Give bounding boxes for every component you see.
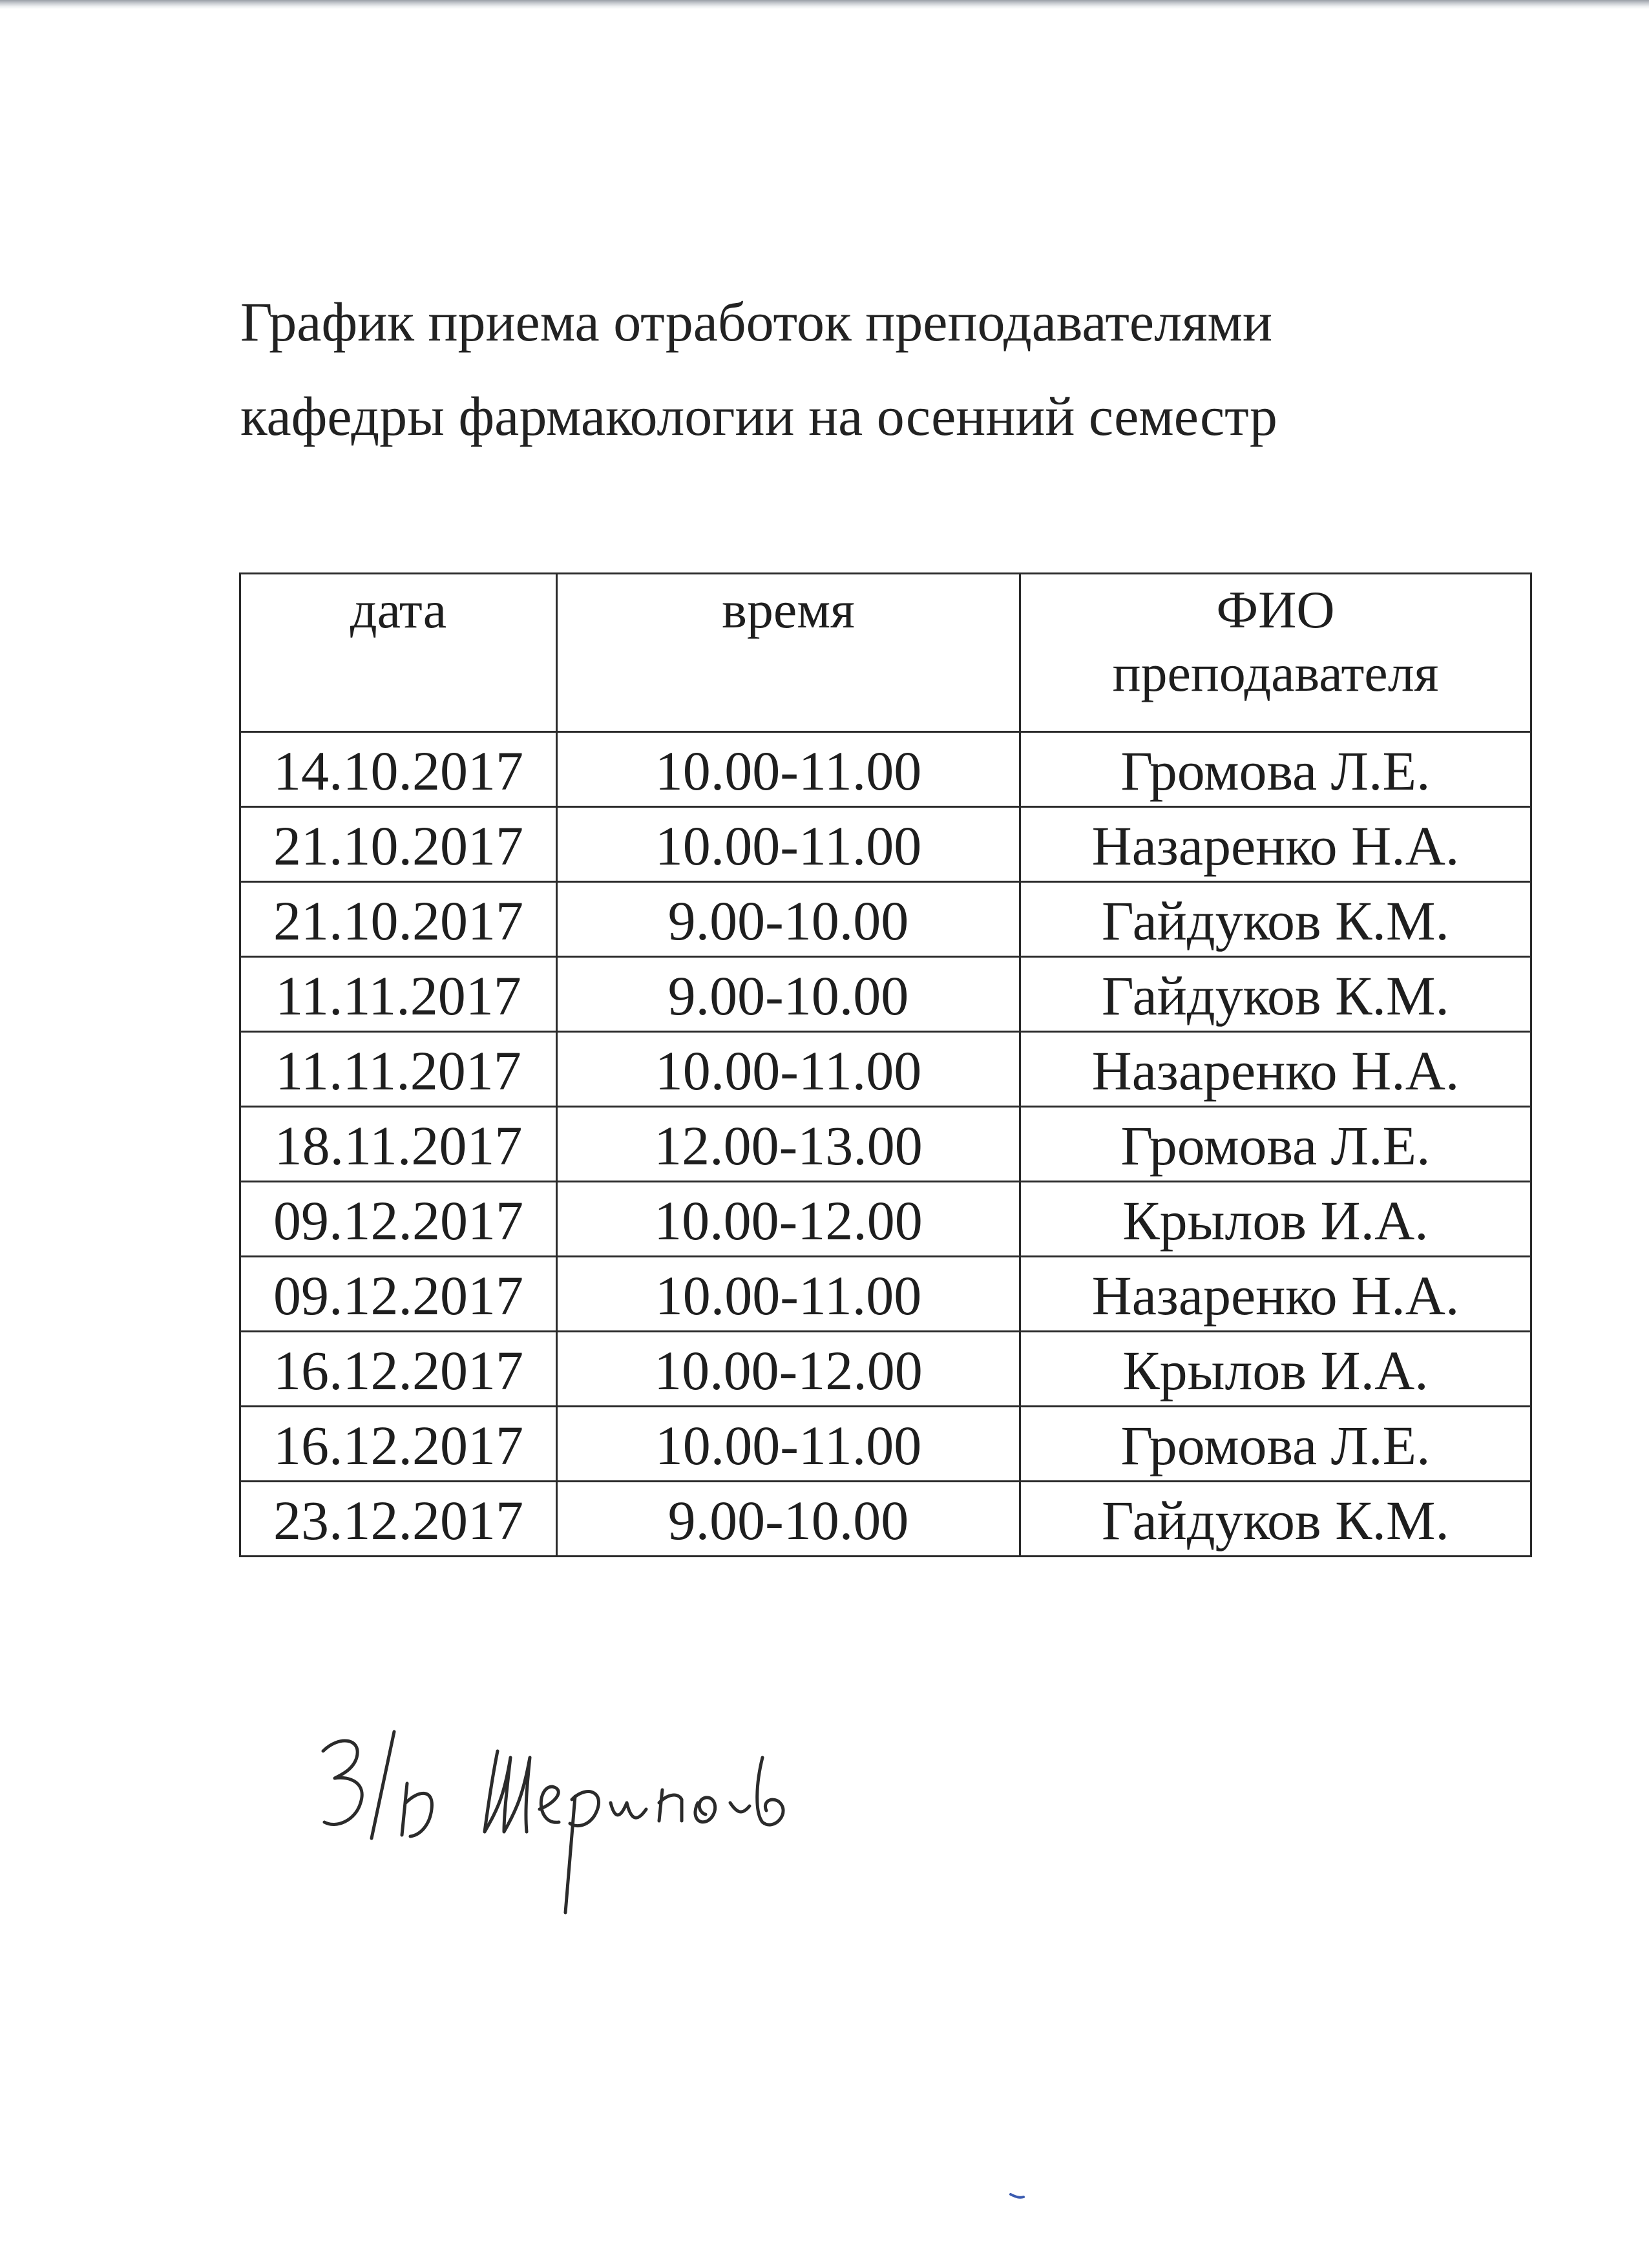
cell-time: 10.00-11.00: [557, 807, 1020, 882]
table-row: [240, 882, 1531, 957]
cell-name: Громова Л.Е.: [1020, 732, 1531, 807]
cell-time: 10.00-12.00: [557, 1182, 1020, 1257]
header-name-line-2: преподавателя: [1112, 644, 1439, 702]
cell-time: 9.00-10.00: [557, 957, 1020, 1032]
cell-time: 10.00-11.00: [557, 1407, 1020, 1482]
header-name: [1020, 574, 1531, 732]
cell-time: 10.00-11.00: [557, 1257, 1020, 1332]
cell-name: Громова Л.Е.: [1020, 1407, 1531, 1482]
title-line-2: кафедры фармакологии на осенний семестр: [240, 385, 1277, 447]
header-time-label: время: [722, 580, 855, 639]
table-row: [240, 1182, 1531, 1257]
table-row: [240, 1407, 1531, 1482]
cell-name: Гайдуков К.М.: [1020, 957, 1531, 1032]
cell-time: 10.00-11.00: [557, 1032, 1020, 1107]
cell-name: Крылов И.А.: [1020, 1182, 1531, 1257]
cell-date: 16.12.2017: [240, 1407, 557, 1482]
cell-name: Крылов И.А.: [1020, 1332, 1531, 1407]
table-row: [240, 1032, 1531, 1107]
cell-date: 21.10.2017: [240, 882, 557, 957]
cell-date: 09.12.2017: [240, 1182, 557, 1257]
cell-name: Назаренко Н.А.: [1020, 1032, 1531, 1107]
page-title: [240, 275, 1468, 463]
cell-name: Назаренко Н.А.: [1020, 1257, 1531, 1332]
table-row: [240, 957, 1531, 1032]
table-row: [240, 807, 1531, 882]
scan-edge: [0, 0, 1649, 9]
cell-date: 21.10.2017: [240, 807, 557, 882]
table-header-row: [240, 574, 1531, 732]
cell-name: Назаренко Н.А.: [1020, 807, 1531, 882]
table-row: [240, 732, 1531, 807]
cell-date: 09.12.2017: [240, 1257, 557, 1332]
header-name-line-1: ФИО: [1216, 580, 1335, 639]
cell-name: Громова Л.Е.: [1020, 1107, 1531, 1182]
cell-time: 10.00-12.00: [557, 1332, 1020, 1407]
cell-name: Гайдуков К.М.: [1020, 1482, 1531, 1557]
cell-date: 11.11.2017: [240, 957, 557, 1032]
table-row: [240, 1257, 1531, 1332]
header-date: [240, 574, 557, 732]
header-date-label: дата: [350, 580, 447, 639]
cell-date: 16.12.2017: [240, 1332, 557, 1407]
cell-date: 14.10.2017: [240, 732, 557, 807]
table-row: [240, 1482, 1531, 1557]
cell-time: 9.00-10.00: [557, 882, 1020, 957]
cell-date: 11.11.2017: [240, 1032, 557, 1107]
cell-time: 10.00-11.00: [557, 732, 1020, 807]
signature: [310, 1706, 801, 1926]
table-row: [240, 1332, 1531, 1407]
cell-time: 9.00-10.00: [557, 1482, 1020, 1557]
cell-date: 18.11.2017: [240, 1107, 557, 1182]
schedule-body: [240, 732, 1531, 1557]
table-row: [240, 1107, 1531, 1182]
title-line-1: График приема отработок преподавателями: [240, 291, 1273, 353]
cell-name: Гайдуков К.М.: [1020, 882, 1531, 957]
cell-date: 23.12.2017: [240, 1482, 557, 1557]
pen-mark: [1008, 2190, 1027, 2203]
cell-time: 12.00-13.00: [557, 1107, 1020, 1182]
header-time: [557, 574, 1020, 732]
schedule-table: [239, 572, 1532, 1557]
